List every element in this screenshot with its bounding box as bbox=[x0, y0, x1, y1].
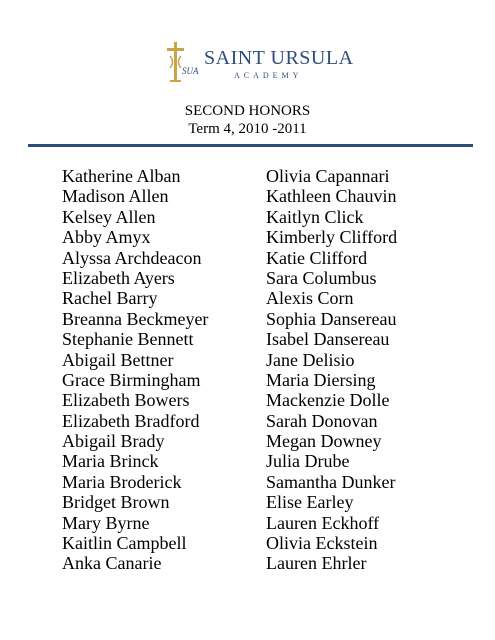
honoree-name: Mary Byrne bbox=[62, 512, 150, 533]
logo-wordmark: SAINT URSULA bbox=[204, 47, 354, 69]
honoree-name: Elizabeth Bowers bbox=[62, 390, 190, 411]
honoree-name: Elise Earley bbox=[266, 492, 354, 513]
honoree-name: Lauren Eckhoff bbox=[266, 512, 380, 533]
logo-tagline: ACADEMY bbox=[234, 71, 303, 80]
honoree-name: Julia Drube bbox=[266, 451, 350, 472]
header-divider bbox=[28, 144, 473, 147]
honoree-name: Sarah Donovan bbox=[266, 410, 378, 431]
honoree-name: Stephanie Bennett bbox=[62, 329, 194, 350]
honoree-name: Bridget Brown bbox=[62, 492, 170, 513]
honoree-name: Samantha Dunker bbox=[266, 471, 396, 492]
honoree-name: Maria Diersing bbox=[266, 369, 376, 390]
honoree-name: Abby Amyx bbox=[62, 227, 151, 248]
honoree-name: Maria Broderick bbox=[62, 471, 182, 492]
honoree-name: Isabel Dansereau bbox=[266, 329, 390, 350]
honoree-name: Anka Canarie bbox=[62, 553, 162, 574]
school-logo bbox=[164, 38, 354, 88]
honoree-name: Kathleen Chauvin bbox=[266, 186, 397, 207]
term-subtitle: Term 4, 2010 -2011 bbox=[188, 121, 307, 137]
logo-monogram: SUA bbox=[182, 66, 199, 76]
honoree-name: Elizabeth Ayers bbox=[62, 267, 175, 288]
honoree-name: Kimberly Clifford bbox=[266, 227, 398, 248]
honoree-name: Sara Columbus bbox=[266, 267, 377, 288]
honoree-name: Sophia Dansereau bbox=[266, 308, 397, 329]
honoree-name: Katherine Alban bbox=[62, 166, 181, 186]
honoree-name: Maria Brinck bbox=[62, 451, 159, 472]
honoree-name: Mackenzie Dolle bbox=[266, 390, 390, 411]
names-column-left bbox=[62, 166, 208, 574]
honoree-name: Katie Clifford bbox=[266, 247, 368, 268]
honoree-name: Abigail Brady bbox=[62, 431, 165, 452]
honoree-name: Breanna Beckmeyer bbox=[62, 308, 209, 329]
honoree-name: Kaitlin Campbell bbox=[62, 533, 187, 554]
honoree-name: Olivia Capannari bbox=[266, 166, 390, 186]
honoree-name: Alexis Corn bbox=[266, 288, 354, 309]
honoree-name: Alyssa Archdeacon bbox=[62, 247, 202, 268]
honoree-name: Olivia Eckstein bbox=[266, 533, 378, 554]
honoree-name: Lauren Ehrler bbox=[266, 553, 367, 574]
honoree-name: Megan Downey bbox=[266, 431, 382, 452]
honoree-name: Madison Allen bbox=[62, 186, 169, 207]
honoree-name: Jane Delisio bbox=[266, 349, 355, 370]
honoree-name: Kelsey Allen bbox=[62, 206, 156, 227]
honoree-name: Abigail Bettner bbox=[62, 349, 174, 370]
saint-ursula-logo-icon bbox=[164, 38, 354, 88]
names-column-right bbox=[266, 166, 397, 574]
honoree-name: Kaitlyn Click bbox=[266, 206, 364, 227]
honoree-name: Rachel Barry bbox=[62, 288, 158, 309]
list-title: SECOND HONORS bbox=[184, 103, 311, 119]
honoree-name: Elizabeth Bradford bbox=[62, 410, 200, 431]
honoree-name: Grace Birmingham bbox=[62, 369, 201, 390]
